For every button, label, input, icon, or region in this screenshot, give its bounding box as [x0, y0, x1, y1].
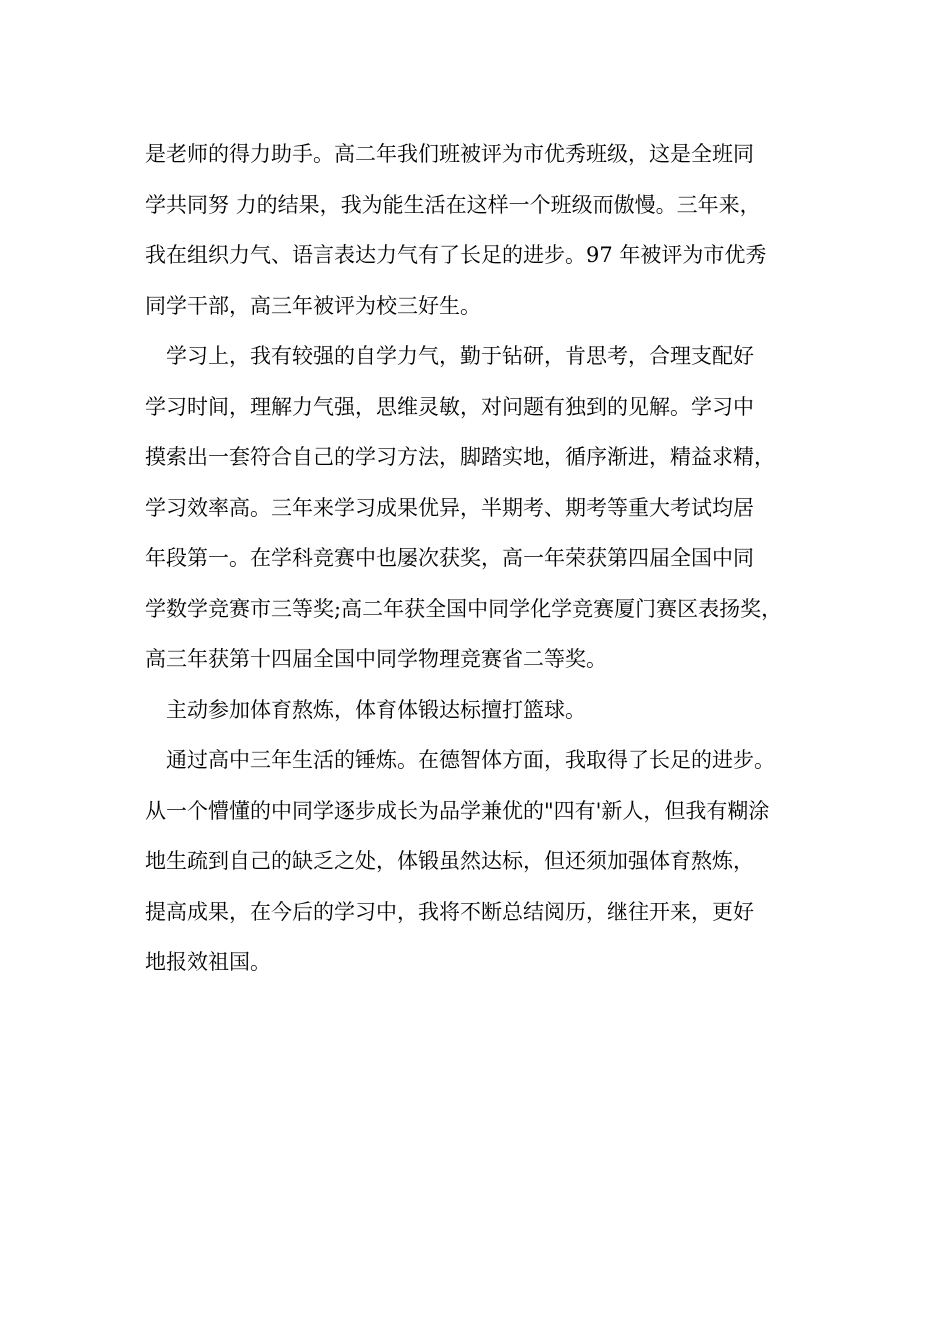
text-line-12: 主动参加体育熬炼，体育体锻达标擅打篮球。 — [166, 697, 586, 722]
text-line-16: 提高成果，在今后的学习中，我将不断总结阅历，继往开来，更好 — [145, 899, 754, 924]
text-line-4: 同学干部，高三年被评为校三好生。 — [145, 293, 481, 318]
text-line-9: 年段第一。在学科竞赛中也屡次获奖，高一年荣获第四届全国中同 — [145, 546, 754, 570]
text-line-13: 通过高中三年生活的锤炼。在德智体方面，我取得了长足的进步。 — [166, 748, 775, 772]
text-line-3: 我在组织力气、语言表达力气有了长足的进步。97 年被评为市优秀 — [145, 243, 767, 267]
text-line-5: 学习上，我有较强的自学力气，勤于钻研，肯思考，合理支配好 — [166, 344, 754, 368]
text-line-14: 从一个懵懂的中同学逐步成长为品学兼优的"四有'新人，但我有糊涂 — [145, 798, 770, 823]
text-line-11: 高三年获第十四届全国中同学物理竞赛省二等奖。 — [145, 647, 607, 671]
text-line-7: 摸索出一套符合自己的学习方法，脚踏实地，循序渐进，精益求精， — [145, 445, 775, 469]
text-line-15: 地生疏到自己的缺乏之处，体锻虽然达标，但还须加强体育熬炼， — [145, 849, 754, 873]
text-line-10: 学数学竞赛市三等奖;高二年获全国中同学化学竞赛厦门赛区表扬奖， — [145, 596, 783, 621]
document-body — [145, 132, 825, 991]
text-line-8: 学习效率高。三年来学习成果优异，半期考、期考等重大考试均居 — [145, 495, 754, 520]
text-line-1: 是老师的得力助手。高二年我们班被评为市优秀班级，这是全班同 — [145, 142, 754, 166]
text-line-17: 地报效祖国。 — [145, 950, 271, 974]
text-line-6: 学习时间，理解力气强，思维灵敏，对问题有独到的见解。学习中 — [145, 394, 754, 419]
text-line-2: 学共同努 力的结果，我为能生活在这样一个班级而傲慢。三年来， — [145, 192, 761, 217]
